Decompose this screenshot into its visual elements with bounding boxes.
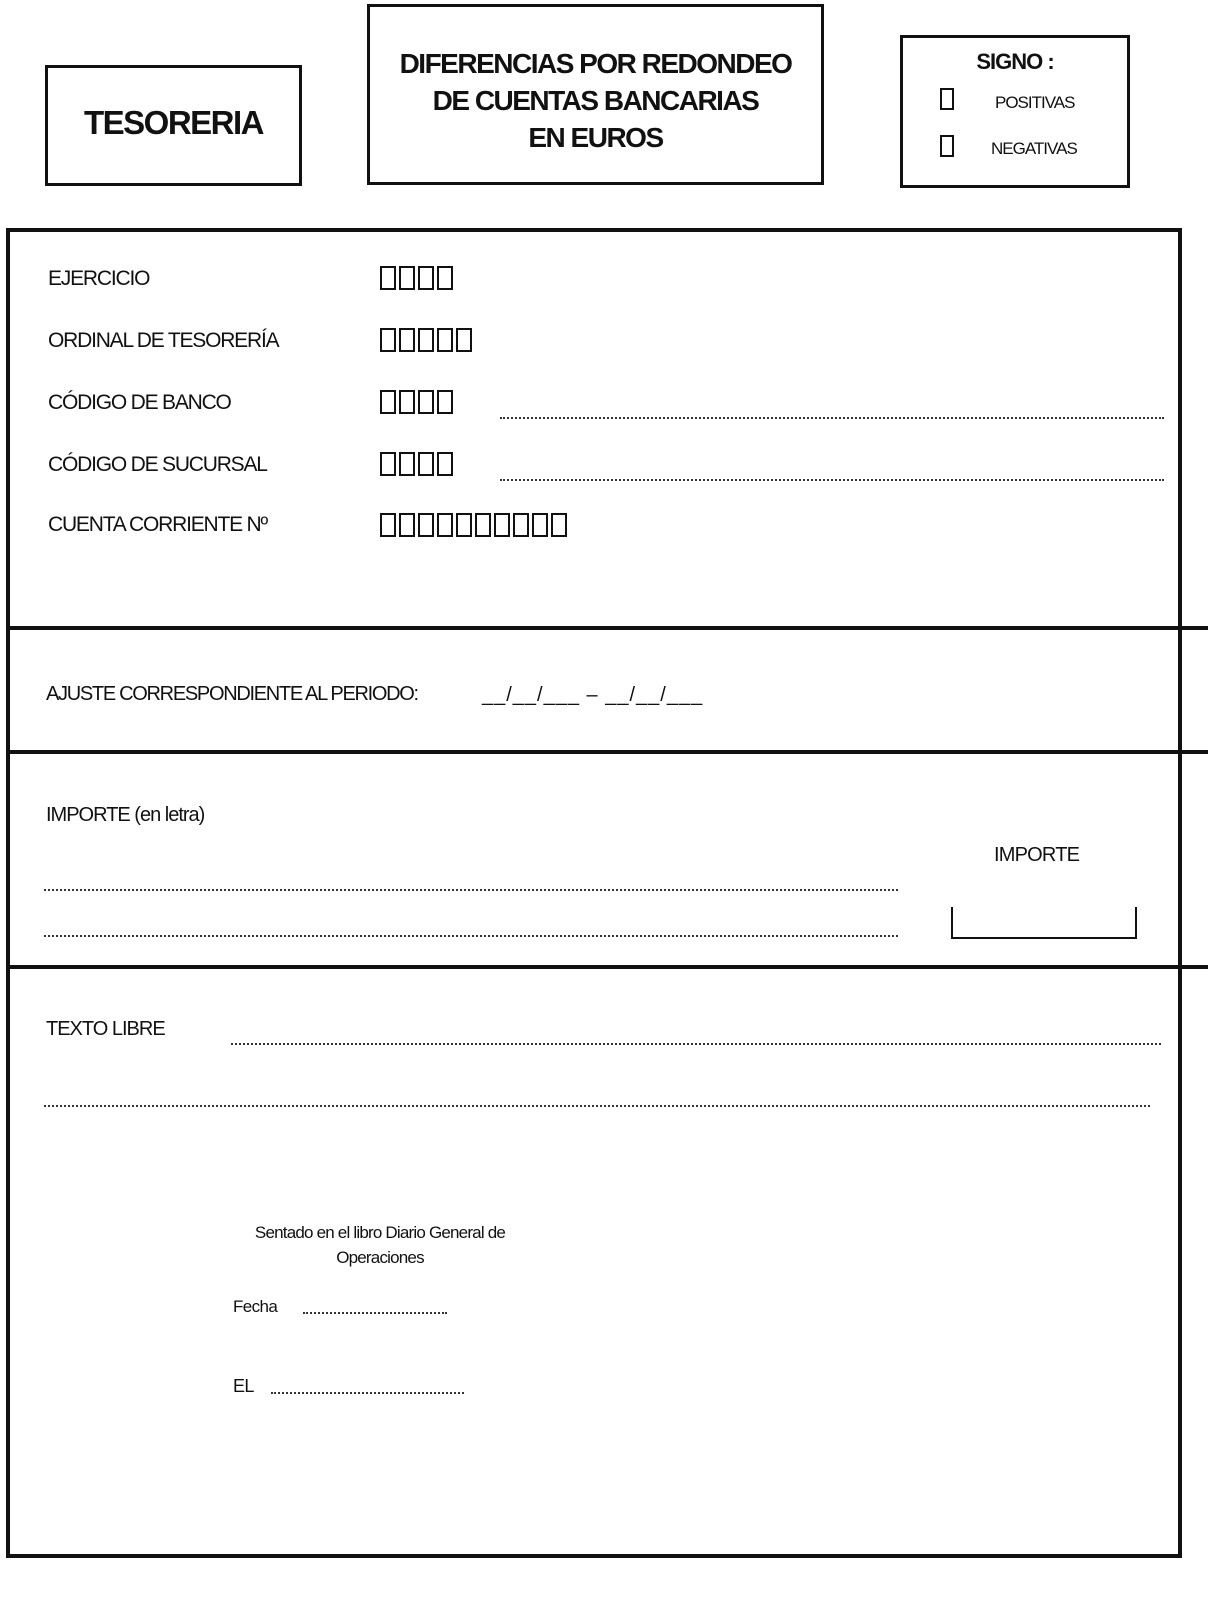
cuenta-boxes[interactable] <box>380 513 570 537</box>
sucursal-name-line[interactable] <box>500 479 1164 481</box>
cuenta-label: CUENTA CORRIENTE Nº <box>48 513 267 536</box>
negative-label: NEGATIVAS <box>991 139 1077 158</box>
el-line[interactable] <box>271 1392 464 1394</box>
banco-boxes[interactable] <box>380 390 456 414</box>
form-title-box <box>367 4 824 185</box>
sentado-note <box>232 1220 528 1270</box>
texto-libre-line-1[interactable] <box>231 1043 1161 1045</box>
sentado-line-1: Sentado en el libro Diario General de <box>254 1223 506 1242</box>
negative-checkbox[interactable] <box>940 135 954 157</box>
ejercicio-label: EJERCICIO <box>48 267 150 290</box>
positive-checkbox[interactable] <box>940 88 954 110</box>
el-label: EL <box>233 1376 254 1396</box>
ordinal-boxes[interactable] <box>380 328 475 352</box>
form-title-line-3: EN EUROS <box>528 122 663 153</box>
section-divider-1 <box>8 626 1208 630</box>
sucursal-label: CÓDIGO DE SUCURSAL <box>48 453 267 476</box>
department-title: TESORERIA <box>83 104 264 141</box>
department-box <box>45 65 302 186</box>
form-title-line-1: DIFERENCIAS POR REDONDEO <box>399 48 792 79</box>
fecha-label: Fecha <box>233 1297 278 1316</box>
ordinal-label: ORDINAL DE TESORERÍA <box>48 329 279 352</box>
main-form <box>6 228 1182 1558</box>
sucursal-boxes[interactable] <box>380 452 456 476</box>
periodo-input[interactable]: __/__/___ – __/__/___ <box>482 684 704 706</box>
banco-label: CÓDIGO DE BANCO <box>48 391 231 414</box>
importe-field[interactable] <box>951 907 1137 939</box>
texto-libre-label: TEXTO LIBRE <box>46 1018 165 1040</box>
fecha-line[interactable] <box>303 1312 447 1314</box>
section-divider-3 <box>8 965 1208 969</box>
texto-libre-line-2[interactable] <box>44 1105 1150 1107</box>
importe-letra-label: IMPORTE (en letra) <box>46 804 205 826</box>
sign-box <box>900 35 1130 188</box>
form-title-line-2: DE CUENTAS BANCARIAS <box>432 85 759 116</box>
periodo-label: AJUSTE CORRESPONDIENTE AL PERIODO: <box>46 683 418 705</box>
positive-label: POSITIVAS <box>995 93 1075 112</box>
sign-label: SIGNO : <box>976 49 1054 74</box>
importe-label: IMPORTE <box>994 844 1080 866</box>
form-title <box>370 45 821 156</box>
sentado-line-2: Operaciones <box>336 1248 424 1267</box>
ejercicio-boxes[interactable] <box>380 266 456 290</box>
section-divider-2 <box>8 750 1208 754</box>
importe-letra-line-2[interactable] <box>44 935 898 937</box>
banco-name-line[interactable] <box>500 417 1164 419</box>
importe-letra-line-1[interactable] <box>44 889 898 891</box>
